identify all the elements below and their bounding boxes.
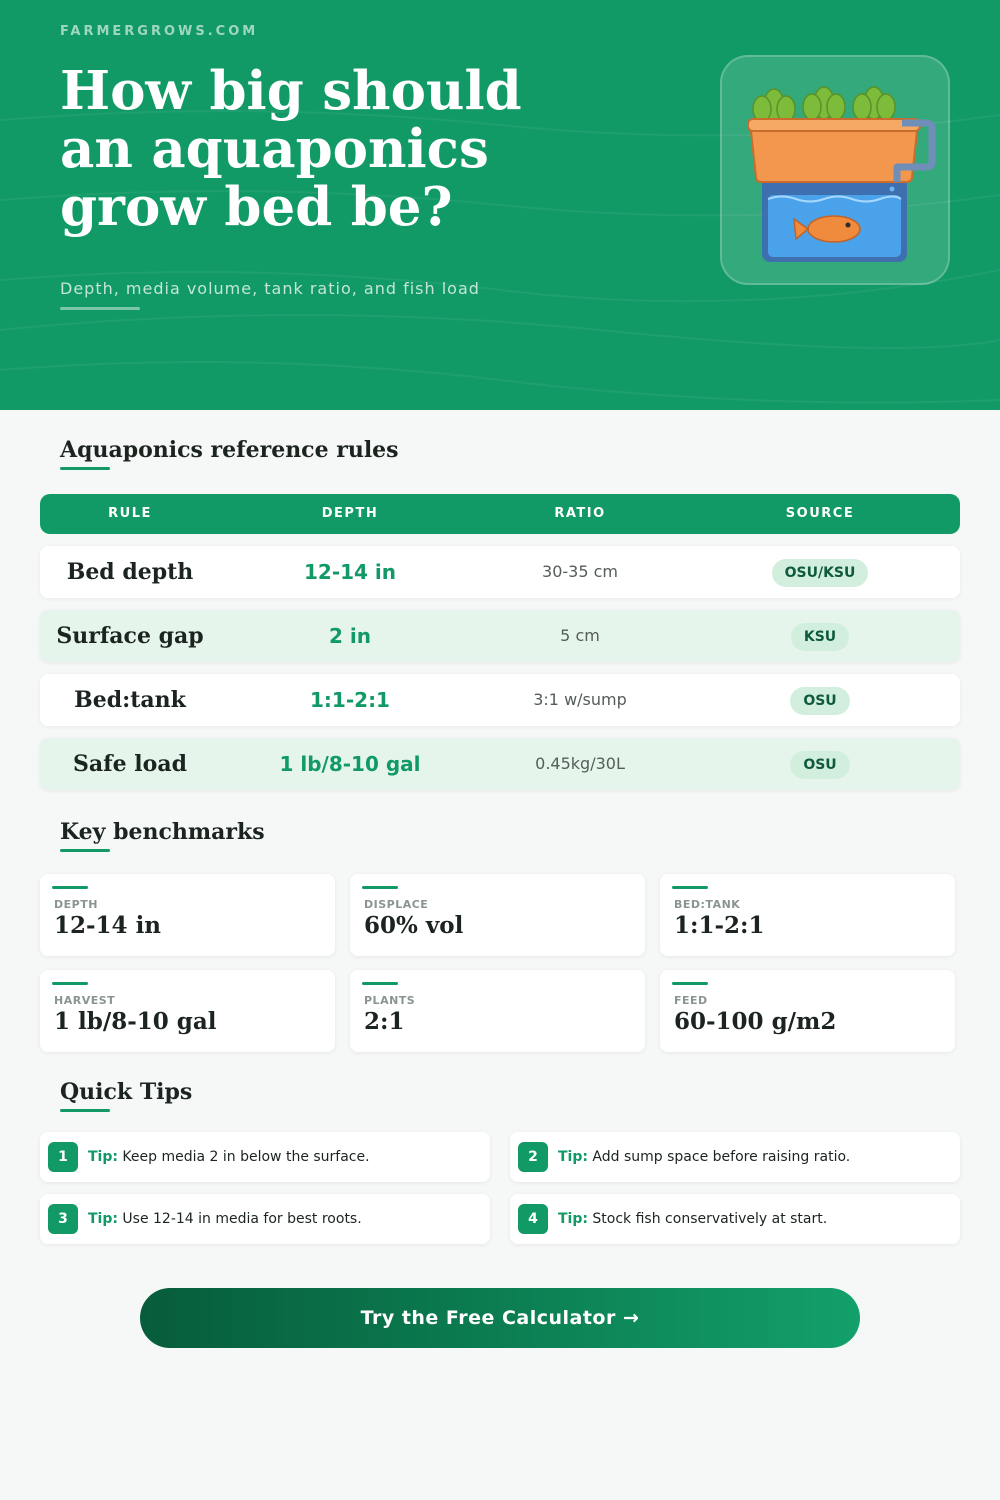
benchmark-card: [350, 970, 645, 1052]
card-accent-bar: [52, 982, 88, 985]
table-row: [40, 674, 960, 726]
rule-cell: Surface gap: [56, 623, 204, 649]
benchmark-card: [350, 874, 645, 956]
benchmark-label: FEED: [674, 994, 708, 1007]
table-header: [40, 494, 960, 534]
page-subtitle: Depth, media volume, tank ratio, and fish load: [60, 279, 480, 298]
depth-cell: 1 lb/8-10 gal: [279, 752, 421, 776]
benchmark-label: HARVEST: [54, 994, 116, 1007]
source-badge: OSU/KSU: [772, 559, 869, 587]
depth-cell: 12-14 in: [303, 560, 397, 584]
tip-prefix: Tip:: [88, 1211, 118, 1227]
card-accent-bar: [672, 982, 708, 985]
benchmark-value: 1:1-2:1: [674, 912, 765, 939]
benchmark-value: 60-100 g/m2: [674, 1008, 837, 1035]
illustration-card: [720, 55, 950, 285]
header-source: SOURCE: [785, 506, 855, 521]
tip-prefix: Tip:: [558, 1211, 588, 1227]
tip-body: Add sump space before raising ratio.: [592, 1149, 851, 1165]
source-badge: OSU: [790, 687, 849, 715]
calculator-cta-button[interactable]: Try the Free Calculator →: [140, 1288, 860, 1348]
tip-body: Use 12-14 in media for best roots.: [122, 1211, 362, 1227]
header-ratio: RATIO: [554, 506, 606, 521]
tip-number: 3: [48, 1204, 78, 1234]
ratio-cell: 3:1 w/sump: [533, 690, 627, 709]
tip-text: [558, 1194, 827, 1244]
source-cell: [700, 546, 940, 598]
depth-cell: 1:1-2:1: [310, 688, 390, 712]
source-cell: [700, 674, 940, 726]
benchmarks-heading-underline: [60, 849, 110, 852]
benchmark-card: [40, 970, 335, 1052]
tip-number: 4: [518, 1204, 548, 1234]
table-row: [40, 610, 960, 662]
header-rule: RULE: [108, 506, 152, 521]
ratio-cell: 5 cm: [560, 626, 600, 645]
brand-name: FARMERGROWS.COM: [60, 24, 259, 39]
tip-text: [558, 1132, 850, 1182]
tip-prefix: Tip:: [88, 1149, 118, 1165]
page-title: How big should an aquaponics grow bed be?: [60, 60, 522, 238]
tip-prefix: Tip:: [558, 1149, 588, 1165]
reference-heading: Aquaponics reference rules: [60, 437, 399, 463]
tip-item: [40, 1194, 490, 1244]
tips-heading: Quick Tips: [60, 1079, 193, 1105]
tip-body: Keep media 2 in below the surface.: [122, 1149, 370, 1165]
benchmark-label: PLANTS: [364, 994, 416, 1007]
tip-number: 2: [518, 1142, 548, 1172]
source-cell: [700, 738, 940, 790]
table-row: [40, 546, 960, 598]
benchmark-label: BED:TANK: [674, 898, 741, 911]
benchmark-card: [660, 970, 955, 1052]
card-accent-bar: [52, 886, 88, 889]
tip-number: 1: [48, 1142, 78, 1172]
rule-cell: Bed depth: [66, 559, 194, 585]
card-accent-bar: [672, 886, 708, 889]
benchmark-value: 1 lb/8-10 gal: [54, 1008, 217, 1035]
depth-cell: 2 in: [329, 624, 371, 648]
tip-body: Stock fish conservatively at start.: [592, 1211, 828, 1227]
source-badge: OSU: [790, 751, 849, 779]
subtitle-underline: [60, 307, 140, 310]
aquaponics-grow-bed-icon: [722, 57, 952, 287]
benchmark-card: [40, 874, 335, 956]
benchmark-label: DISPLACE: [364, 898, 429, 911]
benchmark-value: 2:1: [364, 1008, 405, 1035]
tip-item: [510, 1194, 960, 1244]
hero-banner: [0, 0, 1000, 410]
benchmark-value: 12-14 in: [54, 912, 162, 939]
tip-text: [88, 1194, 362, 1244]
rule-cell: Bed:tank: [74, 687, 186, 713]
benchmark-card: [660, 874, 955, 956]
source-cell: [700, 610, 940, 662]
tips-heading-underline: [60, 1109, 110, 1112]
benchmarks-heading: Key benchmarks: [60, 819, 265, 845]
card-accent-bar: [362, 982, 398, 985]
rule-cell: Safe load: [73, 751, 187, 777]
source-badge: KSU: [791, 623, 849, 651]
benchmark-value: 60% vol: [364, 912, 464, 939]
table-row: [40, 738, 960, 790]
tip-item: [510, 1132, 960, 1182]
header-depth: DEPTH: [321, 506, 379, 521]
benchmark-label: DEPTH: [54, 898, 98, 911]
ratio-cell: 30-35 cm: [542, 562, 618, 581]
ratio-cell: 0.45kg/30L: [535, 754, 625, 773]
reference-heading-underline: [60, 467, 110, 470]
tip-text: [88, 1132, 370, 1182]
card-accent-bar: [362, 886, 398, 889]
tip-item: [40, 1132, 490, 1182]
